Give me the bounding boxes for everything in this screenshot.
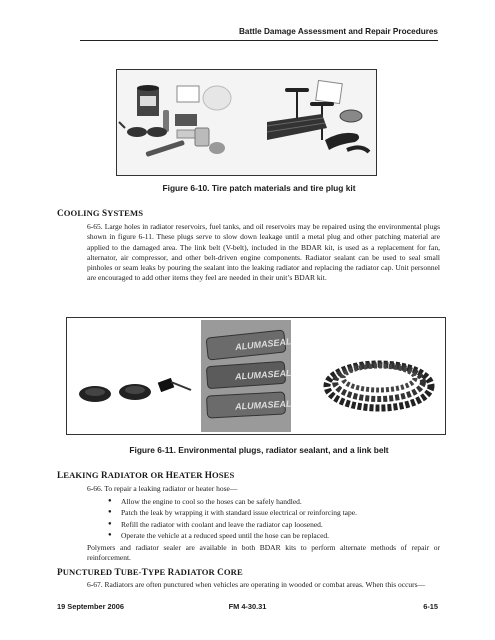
list-item: ● Patch the leak by wrapping it with standard issue electrical or reinforcing tape. (108, 507, 438, 518)
list-item: ● Refill the radiator with coolant and leave the radiator cap loosened. (108, 519, 438, 530)
figure-6-11-caption: Figure 6-11. Environmental plugs, radiator sealant, and a link belt (129, 445, 389, 455)
footer-manual-number: FM 4-30.31 (228, 602, 267, 611)
sealant-label: ALUMASEAL (234, 336, 292, 353)
running-head: Battle Damage Assessment and Repair Procedures (238, 27, 438, 36)
section-heading-leaking-hoses: LEAKING RADIATOR OR HEATER HOSES (57, 470, 235, 480)
plugs-sealant-belt-illustration (67, 318, 445, 434)
repair-steps-list (108, 496, 438, 541)
page-number: 6-15 (423, 602, 438, 611)
list-item: ● Operate the vehicle at a reduced speed until the hose can be replaced. (108, 530, 438, 541)
patch-box (175, 114, 197, 126)
paragraph-6-65: 6-65. Large holes in radiator reservoirs, fuel tanks, and oil reservoirs may be repaired using the environmental plugs shown in figure 6-11. These plugs serve to slow down leakage until a metal plug and other patching material are applied to the damaged area. The link belt (V-belt), included in the BDAR kit, is used as a replacement for fan, alternator, air compressor, and other belt-driven engine components. Radiator sealant can be used to seal small pinholes or seam leaks by pouring the sealant into the leaking radiator and replacing the radiator cap. Unit personnel are encouraged to add other items they feel are needed in their unit’s BDAR kit. (87, 222, 440, 283)
paragraph-6-66-closing: Polymers and radiator sealer are available in both BDAR kits to perform alternate methods of repair or reinforcement. (87, 543, 440, 563)
footer-date: 19 September 2006 (57, 602, 124, 611)
section-heading-cooling-systems: COOLING SYSTEMS (57, 208, 144, 218)
safety-glasses (127, 127, 147, 137)
list-item: ● Allow the engine to cool so the hoses can be safely handled. (108, 496, 438, 507)
plug-tin (340, 110, 362, 122)
paragraph-6-67: 6-67. Radiators are often punctured when vehicles are operating in wooded or combat areas. When this occurs— (87, 580, 426, 589)
rag (203, 86, 231, 110)
tag (177, 86, 199, 102)
figure-6-10-caption: Figure 6-10. Tire patch materials and tire plug kit (162, 183, 356, 193)
kit-tag (316, 80, 343, 103)
sealant-label: ALUMASEAL (234, 398, 292, 412)
tire-patch-kit-illustration (117, 70, 376, 175)
section-heading-punctured-core: PUNCTURED TUBE-TYPE RADIATOR CORE (57, 567, 243, 577)
figure-6-10-photo (116, 69, 377, 176)
sealant-label: ALUMASEAL (234, 367, 292, 382)
wire-brush (195, 128, 209, 146)
paragraph-6-66-intro: 6-66. To repair a leaking radiator or heater hose— (87, 484, 238, 493)
figure-6-11-photo (66, 317, 446, 435)
patch-disc (209, 142, 225, 154)
header-rule (80, 40, 438, 41)
